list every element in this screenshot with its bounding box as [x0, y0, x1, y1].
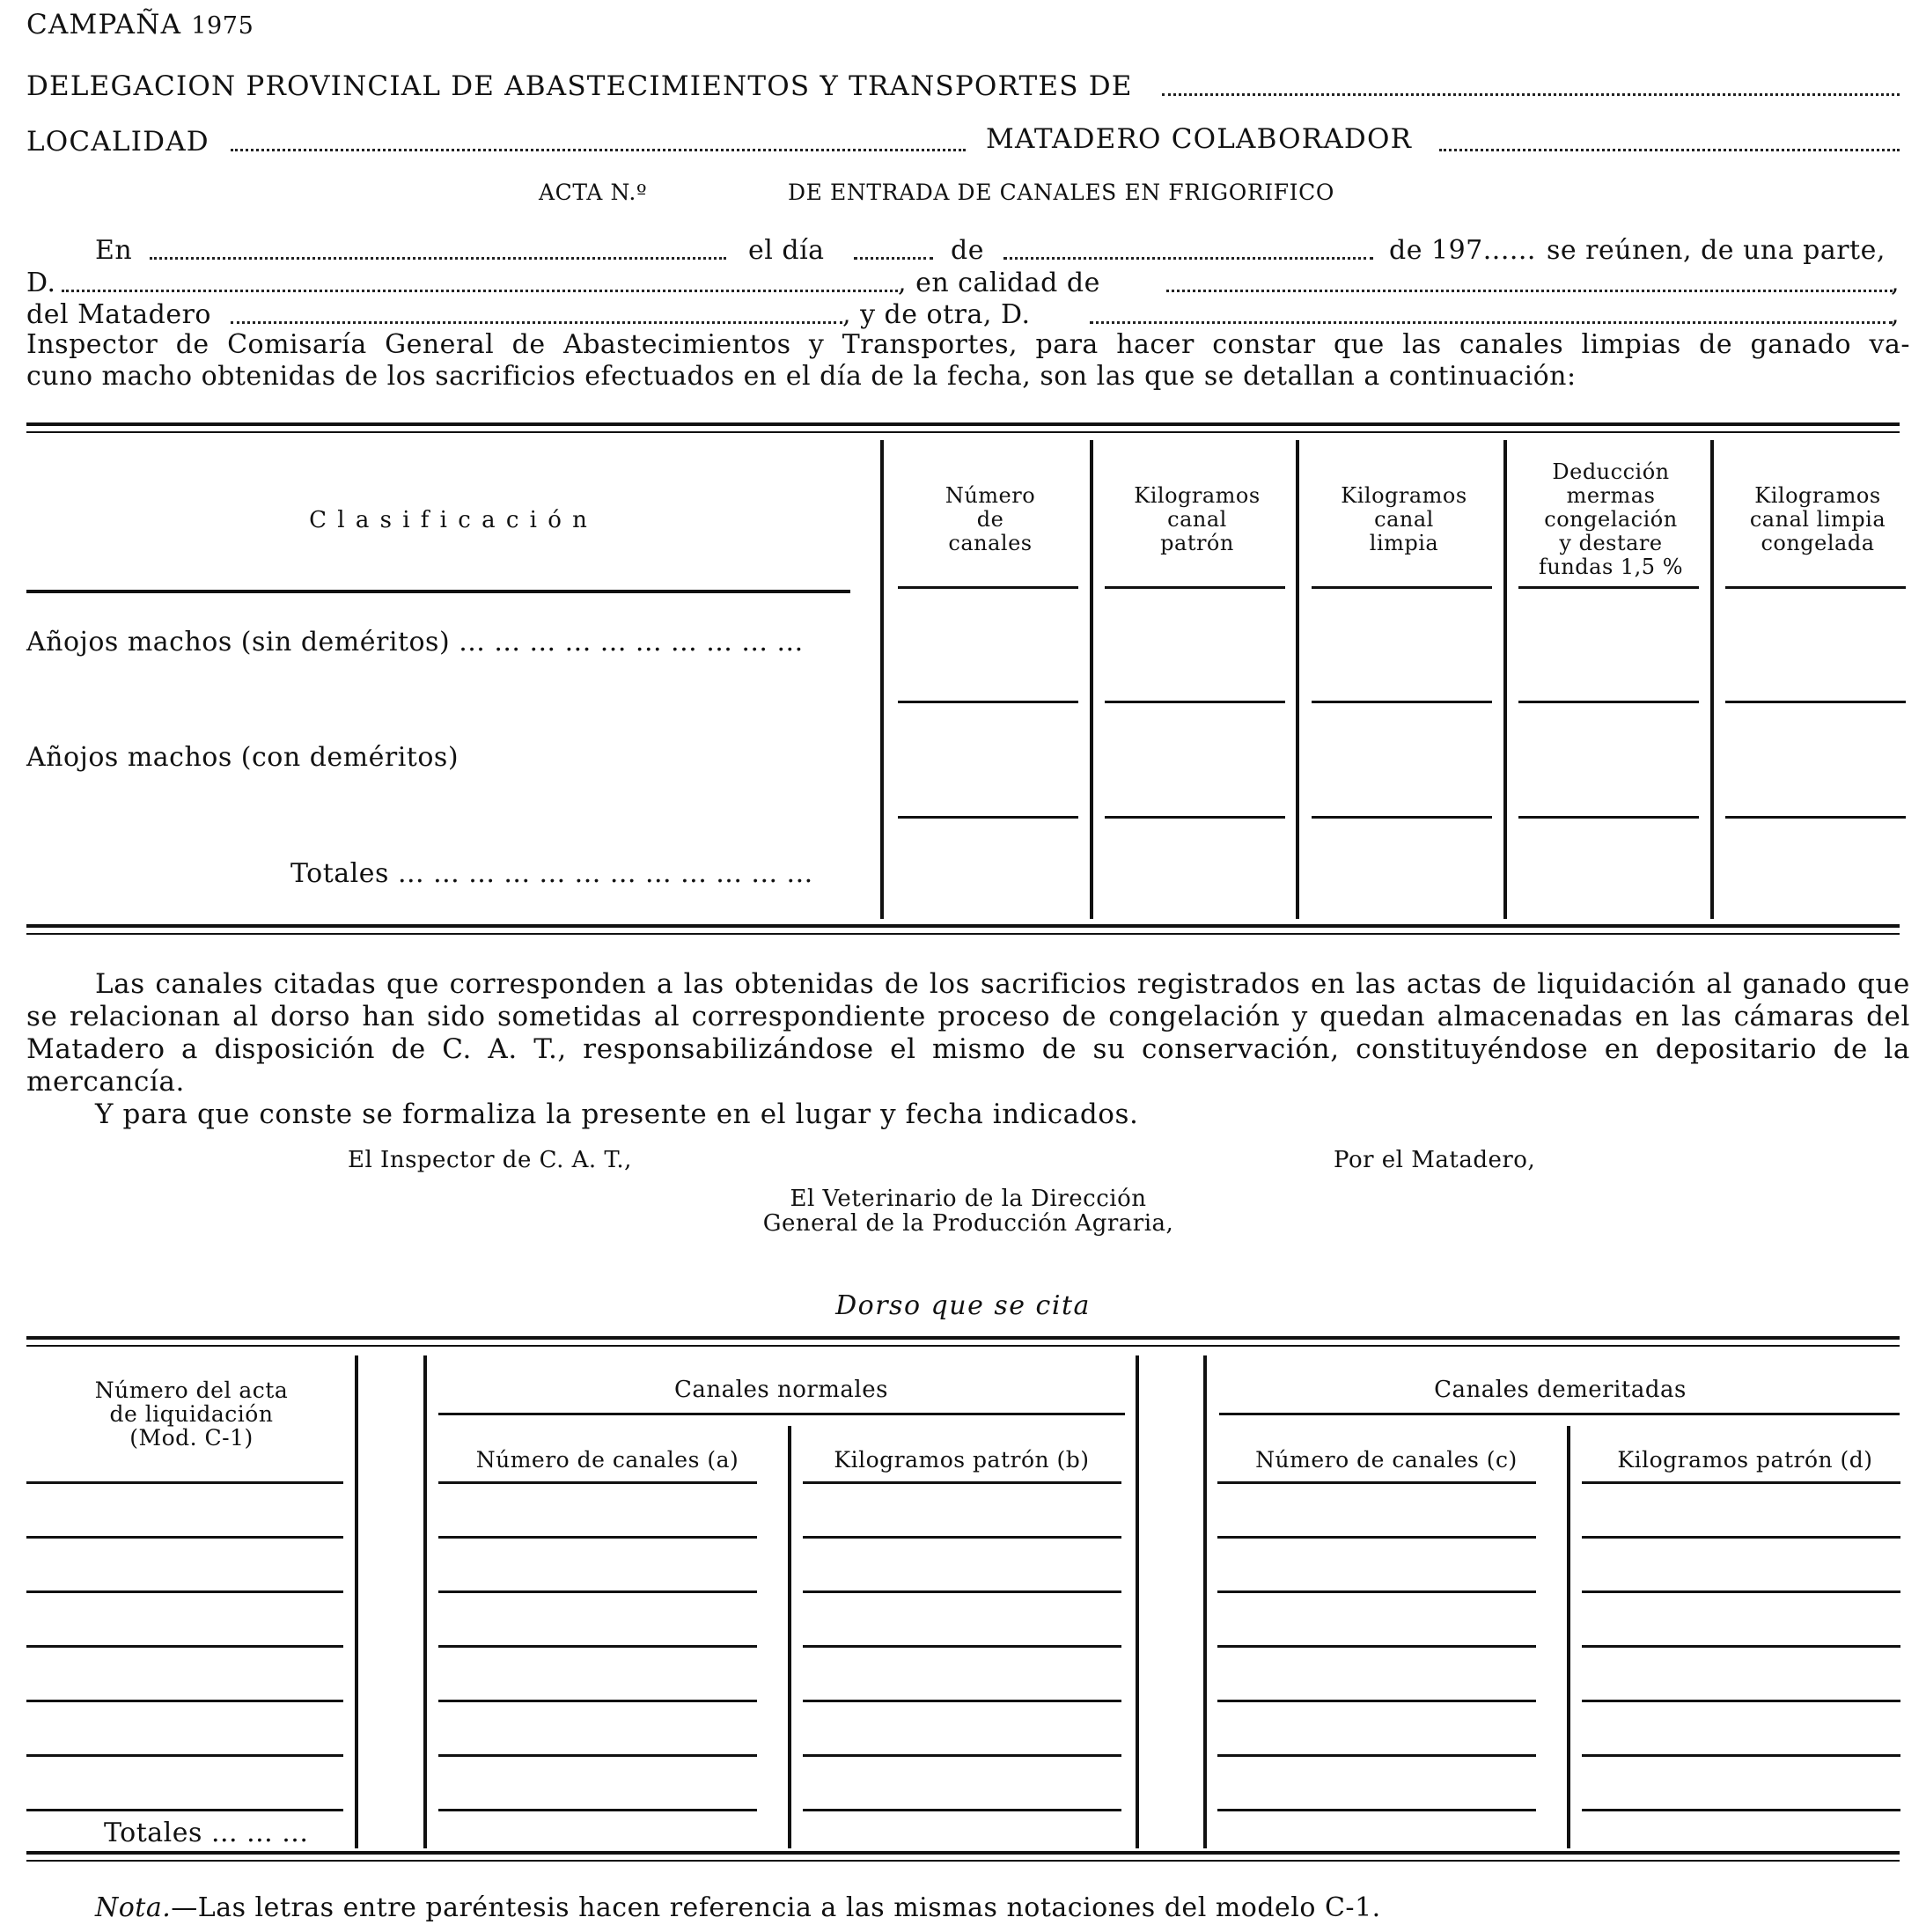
dorso-entry-line[interactable]: [803, 1590, 1121, 1593]
campaign-year: 1975: [191, 12, 254, 40]
col-divider: [1710, 440, 1714, 919]
intro-d: D.: [26, 268, 56, 298]
matadero-colaborador-field[interactable]: [1439, 149, 1900, 151]
col-rule: [1105, 586, 1285, 589]
table-bottom-rule-2: [26, 933, 1900, 935]
header-numero-canales: Número de canales: [945, 483, 1036, 555]
dorso-entry-line[interactable]: [26, 1809, 343, 1811]
campaign-label: CAMPAÑA: [26, 9, 182, 40]
cell-line[interactable]: [1725, 701, 1906, 703]
normales-rule: [438, 1413, 1125, 1415]
dorso-entry-line[interactable]: [1582, 1700, 1900, 1702]
dorso-title: Dorso que se cita: [835, 1290, 1091, 1321]
dorso-entry-line[interactable]: [803, 1536, 1121, 1539]
row-label-con-demeritos: Añojos machos (con deméritos): [26, 742, 459, 773]
intro-el-dia: el día: [748, 235, 825, 266]
dorso-col-divider: [423, 1355, 427, 1848]
campaign-heading: [26, 9, 254, 40]
dorso-entry-line[interactable]: [438, 1700, 757, 1702]
intro-en-calidad: , en calidad de: [898, 268, 1100, 298]
localidad-field[interactable]: [231, 149, 966, 151]
intro-en: En: [95, 235, 133, 266]
dorso-entry-line[interactable]: [26, 1536, 343, 1539]
party-two-field[interactable]: [1090, 321, 1893, 324]
dorso-entry-line[interactable]: [803, 1700, 1121, 1702]
row-label-totales: Totales ... ... ... ... ... ... ... ... ... ... ... ...: [290, 858, 813, 889]
header-kg-canal-patron: Kilogramos canal patrón: [1134, 483, 1261, 555]
acta-number-label: ACTA N.º: [539, 180, 648, 205]
cell-line[interactable]: [1312, 701, 1492, 703]
acta-number-field[interactable]: [662, 201, 785, 203]
dorso-entry-line[interactable]: [438, 1481, 757, 1484]
col-divider: [1296, 440, 1299, 919]
dorso-entry-line[interactable]: [803, 1481, 1121, 1484]
dorso-totales: Totales ... ... ...: [104, 1818, 309, 1848]
cuno-line: cuno macho obtenidas de los sacrificios efectuados en el día de la fecha, son las que se detallan a continuación:: [26, 361, 1577, 392]
cell-line[interactable]: [1518, 701, 1699, 703]
dorso-top-rule: [26, 1336, 1900, 1340]
dorso-entry-line[interactable]: [1217, 1645, 1536, 1648]
calidad-field[interactable]: [1166, 290, 1893, 292]
dorso-entry-line[interactable]: [1582, 1536, 1900, 1539]
sub-numero-canales-c: Número de canales (c): [1255, 1447, 1518, 1473]
intro-de: de: [951, 235, 984, 266]
dorso-entry-line[interactable]: [1217, 1754, 1536, 1757]
intro-y-de-otra: , y de otra, D.: [842, 299, 1031, 330]
dorso-entry-line[interactable]: [1582, 1754, 1900, 1757]
place-field[interactable]: [150, 257, 726, 260]
cell-line[interactable]: [1105, 701, 1285, 703]
nota-text: —Las letras entre paréntesis hacen referencia a las mismas notaciones del modelo C-1.: [171, 1892, 1381, 1923]
table-bottom-rule: [26, 924, 1900, 928]
dorso-entry-line[interactable]: [26, 1754, 343, 1757]
dorso-entry-line[interactable]: [803, 1809, 1121, 1811]
classification-header: C l a s i f i c a c i ó n: [309, 507, 589, 533]
dorso-entry-line[interactable]: [438, 1754, 757, 1757]
sub-kg-patron-b: Kilogramos patrón (b): [834, 1447, 1090, 1473]
header-kg-canal-limpia: Kilogramos canal limpia: [1341, 483, 1467, 555]
dorso-entry-line[interactable]: [1582, 1481, 1900, 1484]
dorso-entry-line[interactable]: [1582, 1645, 1900, 1648]
nota: [95, 1892, 1381, 1923]
dorso-entry-line[interactable]: [803, 1645, 1121, 1648]
dorso-entry-line[interactable]: [1217, 1536, 1536, 1539]
matadero-colaborador-label: MATADERO COLABORADOR: [986, 123, 1413, 155]
body-paragraph-1: Las canales citadas que corresponden a las obtenidas de los sacrificios registrados en las actas de liquidación al ganado que se relacionan al dorso han sido sometidas al correspondiente proceso de congelación y quedan almacenadas en las cámaras del Matadero a disposición de C. A. T., responsabilizándose el mismo de su conservación, constituyéndose en depositario de la mercancía.: [26, 968, 1910, 1098]
dorso-col-divider: [788, 1426, 791, 1848]
inspector-line: Inspector de Comisaría General de Abastecimientos y Transportes, para hacer constar que las canales limpias de ganado va-: [26, 329, 1910, 360]
dorso-bottom-rule: [26, 1851, 1900, 1855]
dorso-entry-line[interactable]: [438, 1590, 757, 1593]
localidad-label: LOCALIDAD: [26, 126, 210, 158]
intro-year: de 197......: [1389, 235, 1536, 266]
cell-line[interactable]: [1518, 816, 1699, 819]
dorso-col-divider: [1567, 1426, 1570, 1848]
body-text: [26, 968, 1910, 1131]
dorso-entry-line[interactable]: [26, 1700, 343, 1702]
col-rule: [1518, 586, 1699, 589]
delegacion-label: DELEGACION PROVINCIAL DE ABASTECIMIENTOS Y TRANSPORTES DE: [26, 70, 1133, 102]
acta-liquidacion-header: Número del acta de liquidación (Mod. C-1): [94, 1377, 289, 1451]
signature-matadero: Por el Matadero,: [1334, 1147, 1536, 1173]
canales-demeritadas-header: Canales demeritadas: [1434, 1377, 1687, 1403]
col-rule: [1312, 586, 1492, 589]
dorso-entry-line[interactable]: [1217, 1590, 1536, 1593]
delegacion-field[interactable]: [1162, 93, 1900, 96]
col-divider: [1090, 440, 1093, 919]
header-deduccion-mermas: Deducción mermas congelación y destare fundas 1,5 %: [1538, 459, 1683, 579]
row-label-sin-demeritos: Añojos machos (sin deméritos) ... ... ... ... ... ... ... ... ... ...: [26, 627, 804, 657]
table-top-rule-2: [26, 431, 1900, 433]
dorso-entry-line[interactable]: [1217, 1481, 1536, 1484]
comma-2: ,: [1890, 299, 1900, 330]
dorso-entry-line[interactable]: [438, 1645, 757, 1648]
intro-del-matadero: del Matadero: [26, 299, 211, 330]
table-top-rule: [26, 422, 1900, 426]
col-divider: [1503, 440, 1507, 919]
dorso-col-divider: [1203, 1355, 1207, 1848]
party-one-field[interactable]: [62, 290, 898, 292]
cell-line[interactable]: [1725, 816, 1906, 819]
signature-inspector: El Inspector de C. A. T.,: [348, 1147, 632, 1173]
dorso-entry-line[interactable]: [26, 1645, 343, 1648]
dorso-entry-line[interactable]: [438, 1536, 757, 1539]
dorso-entry-line[interactable]: [1582, 1809, 1900, 1811]
dorso-entry-line[interactable]: [26, 1481, 343, 1484]
dorso-entry-line[interactable]: [1217, 1809, 1536, 1811]
month-field[interactable]: [1003, 257, 1373, 260]
day-field[interactable]: [854, 257, 933, 260]
intro-se-reunen: se reúnen, de una parte,: [1547, 235, 1886, 266]
demeritadas-rule: [1219, 1413, 1900, 1415]
cell-line[interactable]: [898, 701, 1078, 703]
classification-rule: [26, 590, 850, 593]
col-rule: [1725, 586, 1906, 589]
col-divider: [880, 440, 884, 919]
header-kg-limpia-congelada: Kilogramos canal limpia congelada: [1749, 483, 1886, 555]
dorso-entry-line[interactable]: [438, 1809, 757, 1811]
dorso-entry-line[interactable]: [803, 1754, 1121, 1757]
dorso-entry-line[interactable]: [26, 1590, 343, 1593]
matadero-field[interactable]: [231, 321, 842, 324]
signature-veterinario: El Veterinario de la Dirección General de la Producción Agraria,: [762, 1186, 1174, 1237]
cell-line[interactable]: [898, 816, 1078, 819]
cell-line[interactable]: [1312, 816, 1492, 819]
sub-numero-canales-a: Número de canales (a): [475, 1447, 739, 1473]
nota-label: Nota.: [95, 1892, 172, 1923]
dorso-entry-line[interactable]: [1582, 1590, 1900, 1593]
col-rule: [898, 586, 1078, 589]
dorso-col-divider: [1136, 1355, 1139, 1848]
cell-line[interactable]: [1105, 816, 1285, 819]
canales-normales-header: Canales normales: [674, 1377, 888, 1403]
sub-kg-patron-d: Kilogramos patrón (d): [1617, 1447, 1873, 1473]
dorso-bottom-rule-2: [26, 1860, 1900, 1862]
dorso-entry-line[interactable]: [1217, 1700, 1536, 1702]
acta-title: DE ENTRADA DE CANALES EN FRIGORIFICO: [788, 180, 1334, 205]
body-paragraph-2: Y para que conste se formaliza la presente en el lugar y fecha indicados.: [95, 1098, 1139, 1130]
dorso-top-rule-2: [26, 1345, 1900, 1347]
dorso-col-divider: [355, 1355, 358, 1848]
comma: ,: [1890, 268, 1900, 298]
